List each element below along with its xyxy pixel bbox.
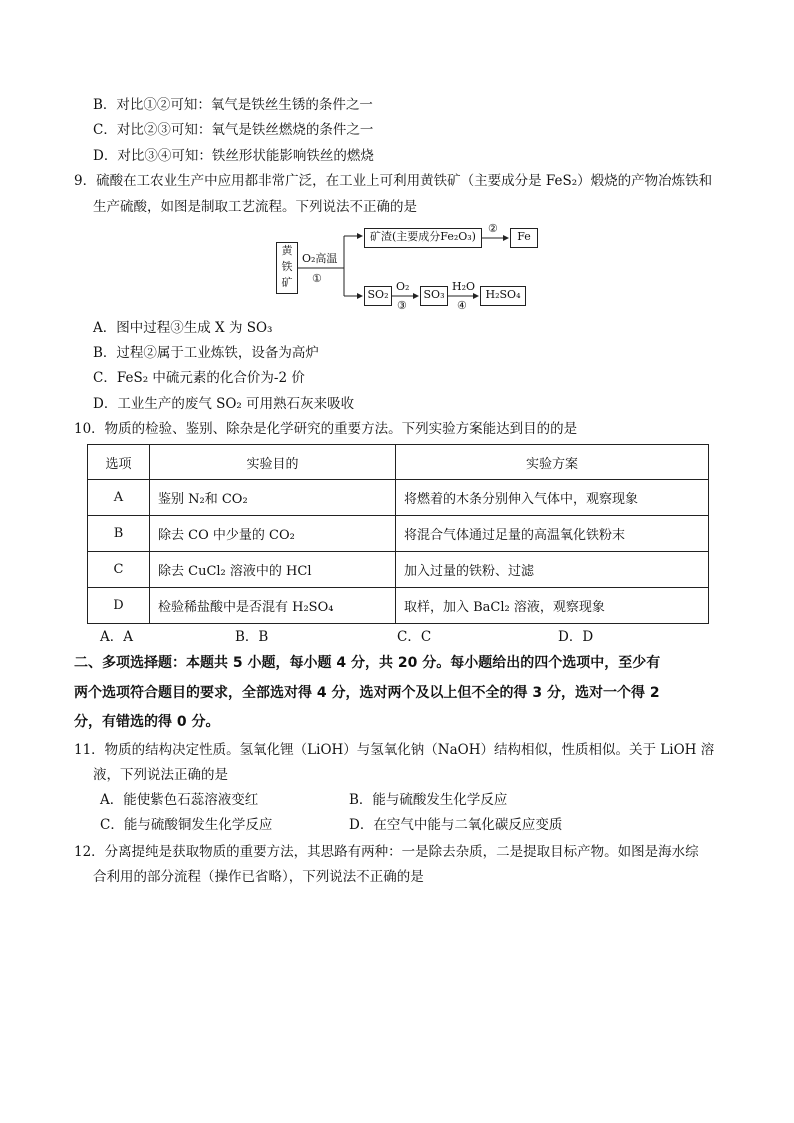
row-purpose: 鉴别 N₂和 CO₂ xyxy=(150,480,396,516)
fe-box: Fe xyxy=(510,228,538,248)
row-option: B xyxy=(88,516,150,552)
q9-stem-line1: 9．硫酸在工农业生产中应用都非常广泛，在工业上可利用黄铁矿（主要成分是 FeS₂）煅烧的产物冶炼铁和 xyxy=(74,173,713,189)
q8-option-d: D．对比③④可知：铁丝形状能影响铁丝的燃烧 xyxy=(93,148,374,164)
q11-option-c: C．能与硫酸铜发生化学反应 xyxy=(100,817,273,833)
q12-stem-line1: 12．分离提纯是获取物质的重要方法，其思路有两种：一是除去杂质，二是提取目标产物。如图是海水综 xyxy=(74,844,699,860)
h2so4-box: H₂SO₄ xyxy=(480,286,526,306)
step1-number: ① xyxy=(312,272,322,285)
q9-option-c: C．FeS₂ 中硫元素的化合价为-2 价 xyxy=(93,370,305,386)
so2-box: SO₂ xyxy=(364,286,392,306)
step4-number: ④ xyxy=(457,299,467,312)
q11-stem-line1: 11．物质的结构决定性质。氢氧化锂（LiOH）与氢氧化钠（NaOH）结构相似，性质相似。关于 LiOH 溶 xyxy=(74,742,715,758)
row-plan: 取样，加入 BaCl₂ 溶液，观察现象 xyxy=(396,588,709,624)
q8-option-c: C．对比②③可知：氧气是铁丝燃烧的条件之一 xyxy=(93,122,374,138)
q11-option-a: A．能使紫色石蕊溶液变红 xyxy=(100,792,259,808)
table-header-row xyxy=(88,445,709,480)
row-purpose: 除去 CuCl₂ 溶液中的 HCl xyxy=(150,552,396,588)
q10-answer-d: D．D xyxy=(558,629,594,645)
so3-box: SO₃ xyxy=(420,286,448,306)
table-row xyxy=(88,480,709,516)
q8-option-b: B．对比①②可知：氧气是铁丝生锈的条件之一 xyxy=(93,97,373,113)
section2-heading-line2: 两个选项符合题目的要求，全部选对得 4 分，选对两个及以上但不全的得 3 分，选对一个得 2 xyxy=(74,685,660,701)
q11-option-b: B．能与硫酸发生化学反应 xyxy=(349,792,508,808)
row-option: D xyxy=(88,588,150,624)
header-plan: 实验方案 xyxy=(396,445,709,480)
table-row xyxy=(88,516,709,552)
q10-answer-c: C．C xyxy=(397,629,432,645)
section2-heading-line1: 二、多项选择题：本题共 5 小题，每小题 4 分，共 20 分。每小题给出的四个选项中，至少有 xyxy=(74,655,661,671)
section2-heading-line3: 分，有错选的得 0 分。 xyxy=(74,714,220,730)
q10-stem: 10．物质的检验、鉴别、除杂是化学研究的重要方法。下列实验方案能达到目的的是 xyxy=(74,421,578,437)
step1-label: O₂高温 xyxy=(302,252,338,265)
row-plan: 将燃着的木条分别伸入气体中，观察现象 xyxy=(396,480,709,516)
q11-option-d: D．在空气中能与二氧化碳反应变质 xyxy=(349,817,563,833)
q9-option-d: D．工业生产的废气 SO₂ 可用熟石灰来吸收 xyxy=(93,396,355,412)
q9-option-a: A．图中过程③生成 X 为 SO₃ xyxy=(93,320,273,336)
q11-stem-line2: 液，下列说法正确的是 xyxy=(93,767,228,783)
slag-box: 矿渣(主要成分Fe₂O₃) xyxy=(364,228,482,248)
row-option: A xyxy=(88,480,150,516)
header-option: 选项 xyxy=(88,445,150,480)
row-purpose: 检验稀盐酸中是否混有 H₂SO₄ xyxy=(150,588,396,624)
row-plan: 加入过量的铁粉、过滤 xyxy=(396,552,709,588)
table-row xyxy=(88,588,709,624)
q9-stem-line2: 生产硫酸，如图是制取工艺流程。下列说法不正确的是 xyxy=(93,199,417,215)
row-option: C xyxy=(88,552,150,588)
row-purpose: 除去 CO 中少量的 CO₂ xyxy=(150,516,396,552)
table-row xyxy=(88,552,709,588)
header-purpose: 实验目的 xyxy=(150,445,396,480)
row-plan: 将混合气体通过足量的高温氧化铁粉末 xyxy=(396,516,709,552)
process-flow-diagram xyxy=(270,222,540,312)
h2o-label: H₂O xyxy=(452,280,476,293)
q9-option-b: B．过程②属于工业炼铁，设备为高炉 xyxy=(93,345,319,361)
step3-number: ③ xyxy=(397,299,407,312)
q10-answer-a: A．A xyxy=(100,629,133,645)
step2-number: ② xyxy=(488,222,498,235)
experiment-table xyxy=(87,444,709,624)
pyrite-box: 黄铁矿 xyxy=(276,242,298,294)
q10-answer-b: B．B xyxy=(235,629,269,645)
o2-label: O₂ xyxy=(396,280,410,293)
q12-stem-line2: 合利用的部分流程（操作已省略），下列说法不正确的是 xyxy=(93,869,424,885)
